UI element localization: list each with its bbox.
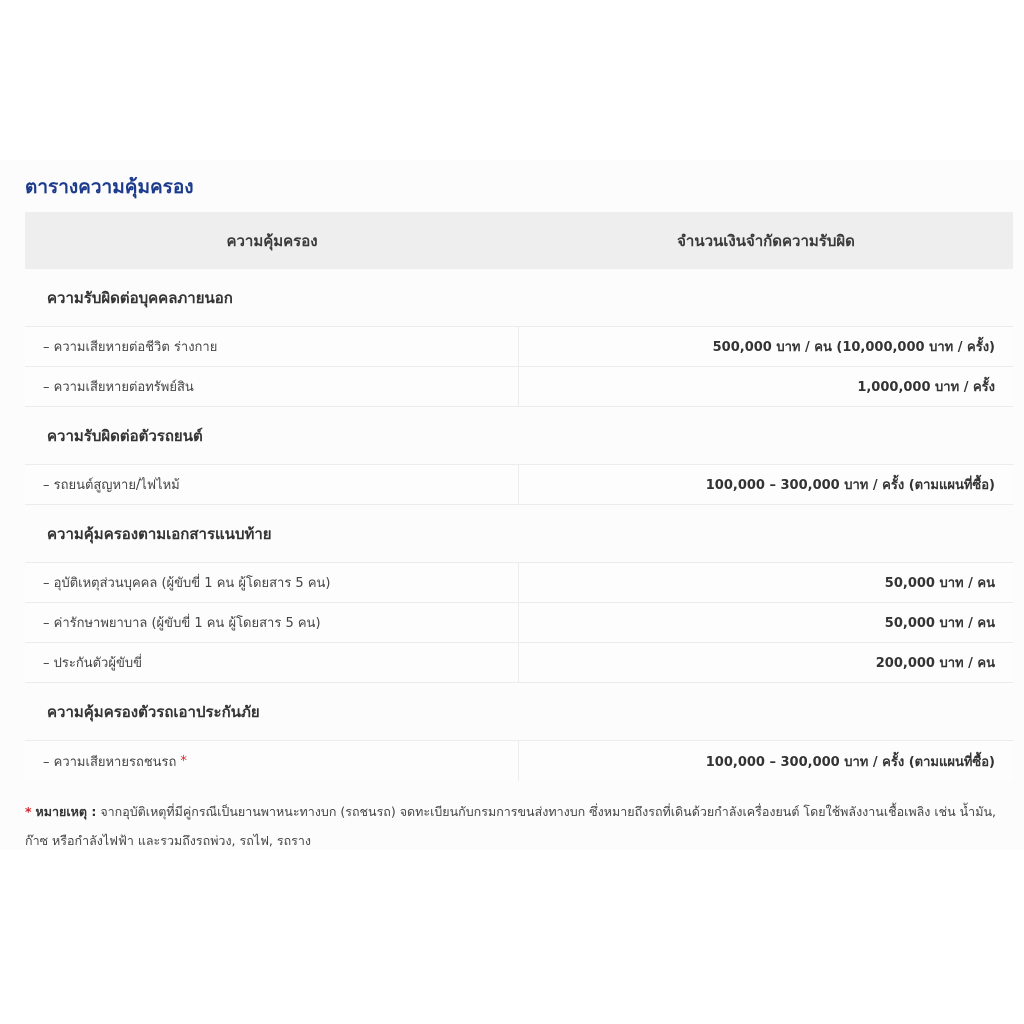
coverage-value: 1,000,000 บาท / ครั้ง — [857, 380, 995, 395]
asterisk-marker: * — [25, 804, 32, 819]
table-row — [25, 563, 1013, 603]
coverage-value: 500,000 บาท / คน (10,000,000 บาท / ครั้ง) — [712, 340, 995, 355]
section-heading: ความรับผิดต่อตัวรถยนต์ — [25, 407, 1013, 465]
coverage-label: – ประกันตัวผู้ขับขี่ — [25, 643, 519, 682]
table-row — [25, 741, 1013, 781]
table-row — [25, 367, 1013, 407]
table-header — [25, 212, 1013, 269]
table-row — [25, 643, 1013, 683]
table-row — [25, 603, 1013, 643]
section-heading: ความรับผิดต่อบุคคลภายนอก — [25, 269, 1013, 327]
coverage-value: 50,000 บาท / คน — [884, 616, 995, 631]
section-heading: ความคุ้มครองตัวรถเอาประกันภัย — [25, 683, 1013, 741]
page-title: ตารางความคุ้มครอง — [25, 176, 194, 198]
header-liability-limit: จำนวนเงินจำกัดความรับผิด — [677, 231, 855, 250]
table-row — [25, 465, 1013, 505]
coverage-label: – ความเสียหายต่อทรัพย์สิน — [25, 367, 519, 406]
coverage-value: 200,000 บาท / คน — [875, 656, 995, 671]
coverage-label-cell — [25, 741, 519, 781]
footnote-text: จากอุบัติเหตุที่มีคู่กรณีเป็นยานพาหนะทางบก (รถชนรถ) จดทะเบียนกับกรมการขนส่งทางบก ซึ่งหมายถึงรถที่เดินด้วยกำลังเครื่องยนต์ โดยใช้พลังงานเชื้อเพลิง เช่น น้ำมัน, ก๊าซ หรือกำลังไฟฟ้า และรวมถึงรถพ่วง, รถไฟ, รถราง — [25, 804, 996, 848]
header-coverage: ความคุ้มครอง — [226, 231, 318, 250]
section-heading: ความคุ้มครองตามเอกสารแนบท้าย — [25, 505, 1013, 563]
coverage-label: – ค่ารักษาพยาบาล (ผู้ขับขี่ 1 คน ผู้โดยสาร 5 คน) — [25, 603, 519, 642]
footnote-label: หมายเหตุ : — [35, 804, 97, 819]
coverage-value: 50,000 บาท / คน — [884, 576, 995, 591]
asterisk-marker: * — [180, 753, 187, 769]
coverage-value: 100,000 – 300,000 บาท / ครั้ง (ตามแผนที่ซื้อ) — [705, 478, 995, 493]
coverage-label: – ความเสียหายต่อชีวิต ร่างกาย — [25, 327, 519, 366]
coverage-label: – อุบัติเหตุส่วนบุคคล (ผู้ขับขี่ 1 คน ผู้โดยสาร 5 คน) — [25, 563, 519, 602]
coverage-table — [25, 212, 1013, 781]
footnote — [25, 797, 1015, 855]
coverage-label: – รถยนต์สูญหาย/ไฟไหม้ — [25, 465, 519, 504]
table-row — [25, 327, 1013, 367]
coverage-label: – ความเสียหายรถชนรถ — [43, 754, 177, 770]
coverage-value: 100,000 – 300,000 บาท / ครั้ง (ตามแผนที่ซื้อ) — [705, 754, 995, 770]
